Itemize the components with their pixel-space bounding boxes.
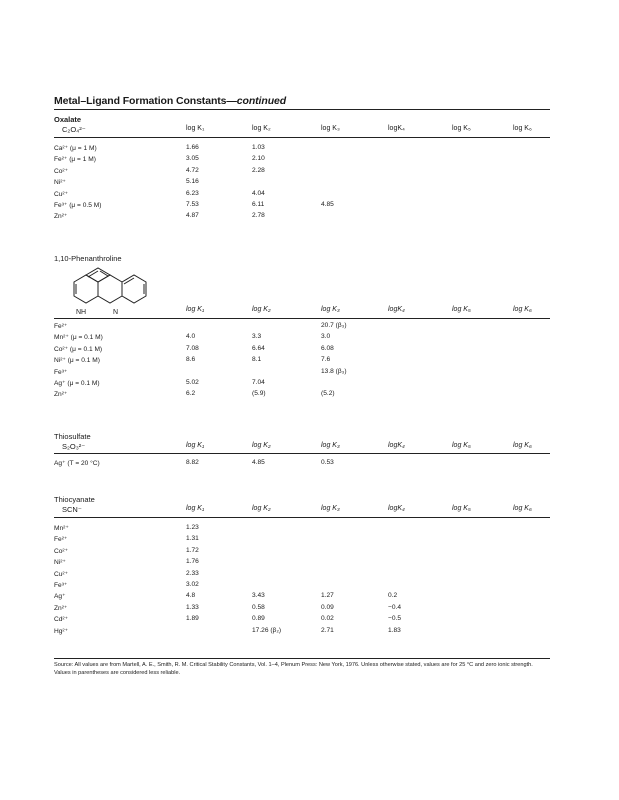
table-cell: (5.2): [321, 390, 335, 398]
table-cell: 4.72: [186, 166, 199, 174]
metal-ion-label: Zn²⁺: [54, 391, 68, 399]
section-name: Oxalate: [54, 115, 82, 124]
table-cell: 20.7 (β₃): [321, 322, 347, 329]
table-cell: 2.28: [252, 166, 265, 174]
metal-ion-label: Co²⁺ (μ = 0.1 M): [54, 345, 103, 353]
table-cell: 1.66: [186, 144, 199, 151]
col-header-logk5: log K₅: [452, 505, 471, 512]
metal-ion-label: Fe³⁺: [54, 368, 68, 376]
table-cell: 6.11: [252, 201, 265, 208]
col-header-logk2: log K₂: [252, 125, 271, 132]
table-cell: 17.26 (β₂): [252, 626, 282, 634]
struct-label-nh: NH: [76, 309, 87, 316]
table-cell: 3.02: [186, 581, 199, 588]
section-oxalate: [54, 113, 550, 233]
table-cell: 0.53: [321, 459, 334, 466]
table-cell: 3.05: [186, 155, 199, 163]
table-cell: 5.02: [186, 379, 199, 386]
table-cell: 0.58: [252, 603, 265, 611]
table-cell: 8.82: [186, 459, 199, 466]
table-cell: 7.53: [186, 201, 199, 208]
col-header-logk2: log K₂: [252, 306, 271, 313]
metal-ion-label: Cu²⁺: [54, 190, 69, 198]
col-header-logk1: log K₁: [186, 306, 205, 313]
metal-ion-label: Cu²⁺: [54, 570, 69, 578]
table-cell: (5.9): [252, 390, 266, 398]
col-header-logk3: log K₃: [321, 125, 340, 132]
table-cell: 4.8: [186, 592, 196, 600]
table-cell: 0.09: [321, 603, 334, 611]
col-header-logk3: log K₃: [321, 442, 340, 449]
col-header-logk6: log K₆: [513, 505, 532, 512]
table-cell: 2.10: [252, 155, 265, 163]
table-cell: 4.0: [186, 333, 196, 341]
metal-ion-label: Fe³⁺: [54, 582, 68, 589]
col-header-logk1: log K₁: [186, 125, 205, 132]
table-cell: 4.87: [186, 212, 199, 220]
header-rule: [54, 517, 550, 518]
table-cell: 1.03: [252, 144, 265, 151]
table-cell: 1.23: [186, 524, 199, 531]
col-header-logk5: log K₅: [452, 125, 471, 132]
table-cell: 1.27: [321, 592, 334, 600]
col-header-logk2: log K₂: [252, 442, 271, 449]
table-cell: 13.8 (β₃): [321, 367, 347, 375]
metal-ion-label: Ag⁺ (T = 20 °C): [54, 460, 100, 467]
struct-label-n: N: [113, 309, 119, 316]
table-cell: 4.04: [252, 189, 265, 197]
table-cell: 1.83: [388, 626, 401, 634]
col-header-logk5: log K₅: [452, 442, 471, 449]
table-cell: 7.6: [321, 356, 331, 364]
col-header-logk4: logK₄: [388, 306, 405, 313]
table-cell: 5.16: [186, 178, 199, 186]
metal-ion-label: Ca²⁺ (μ = 1 M): [54, 145, 97, 152]
metal-ion-label: Fe²⁺ (μ = 1 M): [54, 156, 96, 164]
table-cell: 4.85: [321, 201, 334, 208]
phenanthroline-structure-icon: [54, 262, 164, 320]
metal-ion-label: Fe³⁺ (μ = 0.5 M): [54, 202, 102, 209]
table-cell: 1.33: [186, 603, 199, 611]
ligand-formula: S₂O₃²⁻: [62, 442, 86, 451]
page-title: Metal–Ligand Formation Constants—continued: [54, 95, 287, 107]
footnote-rule: [54, 658, 550, 659]
metal-ion-label: Co²⁺: [54, 547, 69, 555]
ligand-formula: SCN⁻: [62, 505, 82, 514]
table-cell: 1.72: [186, 546, 199, 554]
table-cell: 7.04: [252, 379, 265, 386]
title-rule: [54, 109, 550, 110]
header-rule: [54, 453, 550, 454]
section-thiocyanate: [54, 493, 550, 653]
table-cell: 0.02: [321, 615, 334, 623]
table-cell: −0.5: [388, 615, 402, 623]
table-cell: 0.89: [252, 615, 265, 623]
col-header-logk4: logK₄: [388, 505, 405, 512]
metal-ion-label: Zn²⁺: [54, 213, 68, 221]
col-header-logk3: log K₃: [321, 505, 340, 512]
table-cell: 1.31: [186, 535, 199, 543]
metal-ion-label: Mn²⁺ (μ = 0.1 M): [54, 334, 103, 342]
section-name: Thiocyanate: [54, 495, 95, 504]
col-header-logk1: log K₁: [186, 505, 205, 512]
table-cell: 2.33: [186, 569, 199, 577]
table-cell: 6.64: [252, 344, 265, 352]
source-note: Source: All values are from Martell, A. E., Smith, R. M. Critical Stability Constants, Vol. 1–4, Plenum Press: New York, 1976. Unless otherwise stated, values are for 25 °C and zero ionic strength. Values in parentheses are considered less reliable.: [54, 662, 533, 676]
table-cell: 8.6: [186, 356, 196, 364]
table-cell: −0.4: [388, 603, 402, 611]
table-cell: 8.1: [252, 356, 262, 364]
header-rule: [54, 137, 550, 138]
metal-ion-label: Co²⁺: [54, 167, 69, 175]
metal-ion-label: Ag⁺ (μ = 0.1 M): [54, 380, 100, 387]
col-header-logk4: logK₄: [388, 125, 405, 132]
metal-ion-label: Ag⁺: [54, 593, 66, 601]
table-cell: 3.43: [252, 592, 265, 600]
section-thiosulfate: [54, 430, 550, 470]
table-cell: 6.23: [186, 189, 199, 197]
col-header-logk2: log K₂: [252, 505, 271, 512]
col-header-logk6: log K₆: [513, 306, 532, 313]
metal-ion-label: Hg²⁺: [54, 627, 69, 635]
metal-ion-label: Zn²⁺: [54, 604, 68, 612]
table-cell: 2.71: [321, 626, 334, 634]
table-cell: 7.08: [186, 344, 199, 352]
metal-ion-label: Fe²⁺: [54, 536, 68, 544]
table-cell: 6.2: [186, 390, 196, 398]
metal-ion-label: Mn²⁺: [54, 525, 69, 532]
table-cell: 1.89: [186, 615, 199, 623]
metal-ion-label: Ni²⁺ (μ = 0.1 M): [54, 357, 100, 365]
metal-ion-label: Cd²⁺: [54, 616, 69, 624]
col-header-logk5: log K₅: [452, 306, 471, 313]
col-header-logk6: log K₆: [513, 125, 532, 132]
metal-ion-label: Ni²⁺: [54, 179, 66, 187]
table-cell: 4.85: [252, 459, 265, 466]
metal-ion-label: Fe²⁺: [54, 323, 68, 330]
col-header-logk3: log K₃: [321, 306, 340, 313]
section-name: Thiosulfate: [54, 432, 91, 441]
section-name: 1,10-Phenanthroline: [54, 254, 122, 263]
table-cell: 1.76: [186, 558, 199, 566]
table-cell: 0.2: [388, 592, 398, 600]
ligand-formula: C₂O₄²⁻: [62, 125, 86, 134]
col-header-logk4: logK₄: [388, 442, 405, 449]
table-cell: 2.78: [252, 212, 265, 220]
col-header-logk6: log K₆: [513, 442, 532, 449]
table-cell: 3.3: [252, 333, 262, 341]
table-cell: 6.08: [321, 344, 334, 352]
table-cell: 3.0: [321, 333, 331, 341]
metal-ion-label: Ni²⁺: [54, 559, 66, 567]
col-header-logk1: log K₁: [186, 442, 205, 449]
